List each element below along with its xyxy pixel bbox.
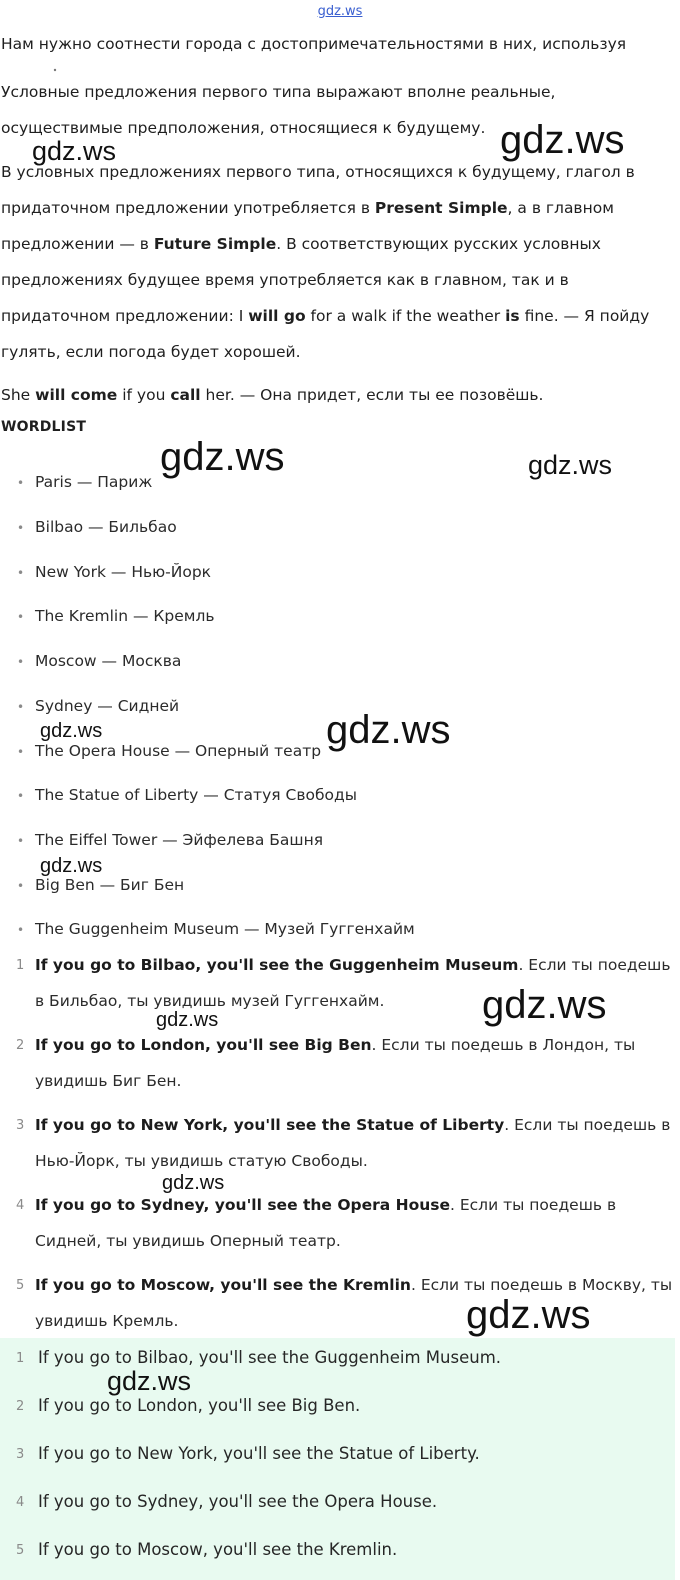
answer-number: 1 [16, 1351, 25, 1366]
example-is: is [505, 307, 520, 325]
watermark: gdz.ws [32, 136, 117, 166]
exercise-number: 2 [16, 1038, 25, 1053]
watermark: gdz.ws [326, 708, 451, 752]
wordlist-item: The Statue of Liberty — Статуя Свободы [35, 786, 357, 804]
wordlist-item: The Guggenheim Museum — Музей Гуггенхайм [35, 920, 415, 938]
wordlist-item: Sydney — Сидней [35, 697, 180, 715]
text: , а в главном предложении — в [1, 199, 614, 253]
wordlist-item: Bilbao — Бильбао [35, 518, 177, 536]
answer-number: 3 [16, 1447, 25, 1462]
exercise-translation: . Если ты поедешь в Нью-Йорк, ты увидишь статую Свободы. [35, 1116, 671, 1170]
cut-off-text-line [1, 68, 301, 72]
paragraph-first-conditional: Условные предложения первого типа выражают вполне реальные, осуществимые предположения, относящиеся к будущему. [1, 83, 556, 137]
bullet-icon: • [17, 610, 25, 624]
exercise-number: 3 [16, 1118, 25, 1133]
bullet-icon: • [17, 879, 25, 893]
bullet-icon: • [17, 789, 25, 803]
exercise-translation: . Если ты поедешь в Лондон, ты увидишь Биг Бен. [35, 1036, 636, 1090]
wordlist-item: The Opera House — Оперный театр [35, 742, 322, 760]
exercise-item [35, 1027, 675, 1099]
watermark: gdz.ws [500, 118, 625, 162]
bullet-icon: • [17, 566, 25, 580]
text: if you [117, 386, 171, 404]
exercise-number: 4 [16, 1198, 25, 1213]
bullet-icon: • [17, 655, 25, 669]
answer-item: If you go to Moscow, you'll see the Kremlin. [38, 1540, 398, 1559]
text: fine. — Я пойду гулять, если погода будет хорошей. [1, 307, 650, 361]
text: She [1, 386, 36, 404]
watermark: gdz.ws [162, 1172, 225, 1194]
answer-item: If you go to London, you'll see Big Ben. [38, 1396, 361, 1415]
text: . В соответствующих русских условных предложениях будущее время употребляется как в главном, так и в придаточном предложении: I [1, 235, 601, 325]
watermark: gdz.ws [107, 1366, 192, 1396]
exercise-sentence: If you go to Moscow, you'll see the Kremlin [35, 1276, 411, 1294]
watermark: gdz.ws [528, 450, 613, 480]
exercise-sentence: If you go to Sydney, you'll see the Opera House [35, 1196, 451, 1214]
exercise-translation: . Если ты поедешь в Москву, ты увидишь Кремль. [35, 1276, 673, 1330]
exercise-sentence: If you go to Bilbao, you'll see the Guggenheim Museum [35, 956, 519, 974]
wordlist-item: New York — Нью-Йорк [35, 563, 212, 581]
text: for a walk if the weather [305, 307, 506, 325]
answer-number: 2 [16, 1399, 25, 1414]
exercise-translation: . Если ты поедешь в Бильбао, ты увидишь музей Гуггенхайм. [35, 956, 671, 1010]
text: В условных предложениях первого типа, относящихся к будущему, глагол в придаточном предложении употребляется в [1, 163, 635, 217]
wordlist-item: The Eiffel Tower — Эйфелева Башня [35, 831, 324, 849]
bullet-icon: • [17, 745, 25, 759]
intro-line: Нам нужно соотнести города с достопримечательностями в них, используя [1, 35, 627, 53]
exercise-sentence: If you go to New York, you'll see the Statue of Liberty [35, 1116, 505, 1134]
example-will-go: will go [248, 307, 306, 325]
answer-item: If you go to Bilbao, you'll see the Guggenheim Museum. [38, 1348, 502, 1367]
bullet-icon: • [17, 700, 25, 714]
example-call: call [170, 386, 201, 404]
paragraph-grammar-rule [1, 154, 677, 370]
wordlist-item: The Kremlin — Кремль [35, 607, 215, 625]
wordlist-heading: WORDLIST [1, 419, 87, 435]
term-present-simple: Present Simple [374, 199, 508, 217]
answers-box [0, 1338, 675, 1580]
term-future-simple: Future Simple [153, 235, 277, 253]
watermark: gdz.ws [482, 983, 607, 1027]
exercise-sentence: If you go to London, you'll see Big Ben [35, 1036, 372, 1054]
exercise-item [35, 1187, 675, 1259]
paragraph-example [1, 377, 677, 413]
bullet-icon: • [17, 521, 25, 535]
wordlist-item: Big Ben — Биг Бен [35, 876, 185, 894]
answer-number: 5 [16, 1543, 25, 1558]
exercise-item [35, 1107, 675, 1179]
watermark: gdz.ws [156, 1009, 219, 1031]
bullet-icon: • [17, 923, 25, 937]
watermark: gdz.ws [40, 855, 103, 877]
text: her. — Она придет, если ты ее позовёшь. [200, 386, 544, 404]
bullet-icon: • [17, 834, 25, 848]
answer-number: 4 [16, 1495, 25, 1510]
watermark: gdz.ws [40, 720, 103, 742]
site-header-link[interactable]: gdz.ws [317, 4, 363, 19]
bullet-icon: • [17, 476, 25, 490]
wordlist-item: Paris — Париж [35, 473, 153, 491]
example-will-come: will come [35, 386, 118, 404]
answer-item: If you go to New York, you'll see the Statue of Liberty. [38, 1444, 480, 1463]
watermark: gdz.ws [466, 1293, 591, 1337]
watermark: gdz.ws [160, 435, 285, 479]
wordlist-item: Moscow — Москва [35, 652, 182, 670]
exercise-number: 1 [16, 958, 25, 973]
exercise-number: 5 [16, 1278, 25, 1293]
exercise-translation: . Если ты поедешь в Сидней, ты увидишь Оперный театр. [35, 1196, 617, 1250]
answer-item: If you go to Sydney, you'll see the Opera House. [38, 1492, 438, 1511]
